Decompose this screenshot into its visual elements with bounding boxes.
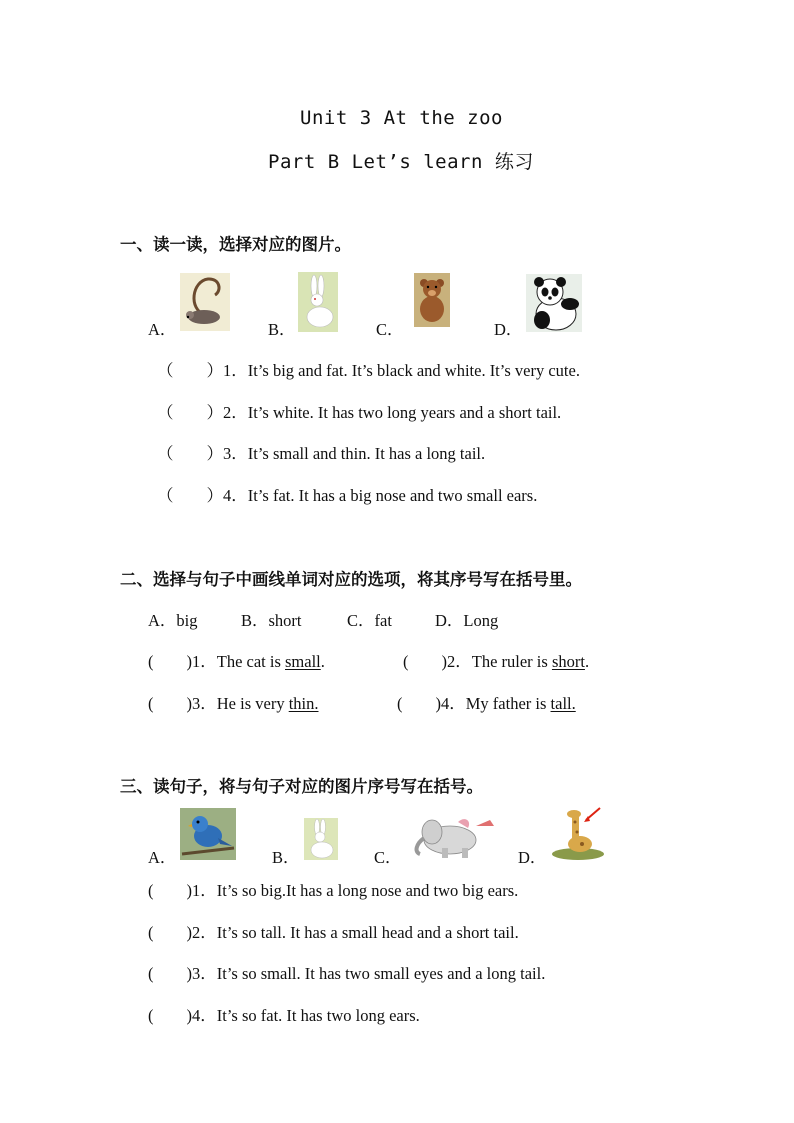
- underlined-word: small: [285, 652, 321, 671]
- section3-heading: 三、读句子，将与句子对应的图片序号写在括号。: [120, 777, 483, 796]
- section2-heading: 二、选择与句子中画线单词对应的选项，将其序号写在括号里。: [120, 570, 582, 589]
- question-text: 1．It’s so big.It has a long nose and two big ears.: [192, 881, 519, 900]
- question-text: 3．It’s small and thin. It has a long tail.: [223, 444, 486, 463]
- answer-blank[interactable]: ( ): [403, 652, 447, 671]
- elephant-icon: [406, 814, 502, 860]
- question-punct: .: [584, 652, 590, 671]
- underlined-word: thin.: [288, 694, 319, 713]
- answer-blank[interactable]: ( ): [397, 694, 441, 713]
- answer-blank[interactable]: ( ): [148, 923, 192, 942]
- question-text: 2．It’s white. It has two long years and a short tail.: [223, 403, 562, 422]
- question-text: 3．He is very: [192, 694, 289, 713]
- section3-question-2: [148, 919, 519, 943]
- question-text: 2．It’s so tall. It has a small head and a short tail.: [192, 923, 519, 942]
- section3-option-b-label: B．: [272, 848, 300, 867]
- bear-icon: [414, 273, 450, 327]
- question-text: 2．The ruler is: [447, 652, 552, 671]
- question-text: 4．It’s so fat. It has two long ears.: [192, 1006, 420, 1025]
- giraffe-icon: [550, 806, 606, 860]
- section2-choice-c: C．fat: [347, 611, 392, 630]
- underlined-word: short: [551, 652, 585, 671]
- section1-question-3: [157, 440, 485, 464]
- question-text: 3．It’s so small. It has two small eyes and a long tail.: [192, 964, 546, 983]
- section1-question-1: [157, 357, 580, 381]
- section1-question-2: [157, 399, 561, 423]
- answer-blank[interactable]: （ ）: [157, 361, 223, 380]
- section1-question-4: [157, 482, 537, 506]
- section1-option-d-label: D．: [494, 320, 523, 339]
- question-text: 4．It’s fat. It has a big nose and two small ears.: [223, 486, 538, 505]
- section3-question-4: [148, 1002, 420, 1026]
- section2-question-1: [148, 648, 325, 672]
- section3-option-a-label: A．: [148, 848, 177, 867]
- underlined-word: tall.: [550, 694, 576, 713]
- answer-blank[interactable]: ( ): [148, 652, 192, 671]
- answer-blank[interactable]: （ ）: [157, 444, 223, 463]
- section3-option-d-label: D．: [518, 848, 547, 867]
- section2-question-4: [397, 690, 576, 714]
- page-subtitle: Part B Let’s learn 练习: [268, 151, 534, 173]
- question-text: 1．It’s big and fat. It’s black and white. It’s very cute.: [223, 361, 580, 380]
- mouse-icon: [180, 273, 230, 331]
- section1-option-b-label: B．: [268, 320, 296, 339]
- section3-question-3: [148, 960, 545, 984]
- question-punct: .: [320, 652, 325, 671]
- section1-option-c-label: C．: [376, 320, 404, 339]
- section2-choice-d: D．Long: [435, 611, 499, 630]
- panda-icon: [526, 274, 582, 332]
- section3-question-1: [148, 877, 518, 901]
- rabbit-icon: [298, 272, 338, 332]
- answer-blank[interactable]: ( ): [148, 1006, 192, 1025]
- bird-icon: [180, 808, 236, 860]
- section2-choice-b: B．short: [241, 611, 302, 630]
- answer-blank[interactable]: ( ): [148, 881, 192, 900]
- question-text: 4．My father is: [441, 694, 551, 713]
- section3-option-c-label: C．: [374, 848, 402, 867]
- answer-blank[interactable]: ( ): [148, 694, 192, 713]
- section2-choice-a: A．big: [148, 611, 198, 630]
- answer-blank[interactable]: （ ）: [157, 403, 223, 422]
- rabbit-icon: [304, 818, 338, 860]
- section1-heading: 一、读一读，选择对应的图片。: [120, 235, 351, 254]
- answer-blank[interactable]: ( ): [148, 964, 192, 983]
- section1-option-a-label: A．: [148, 320, 177, 339]
- page-title: Unit 3 At the zoo: [300, 107, 503, 129]
- answer-blank[interactable]: （ ）: [157, 486, 223, 505]
- section2-question-3: [148, 690, 319, 714]
- question-text: 1．The cat is: [192, 652, 286, 671]
- section2-question-2: [403, 648, 589, 672]
